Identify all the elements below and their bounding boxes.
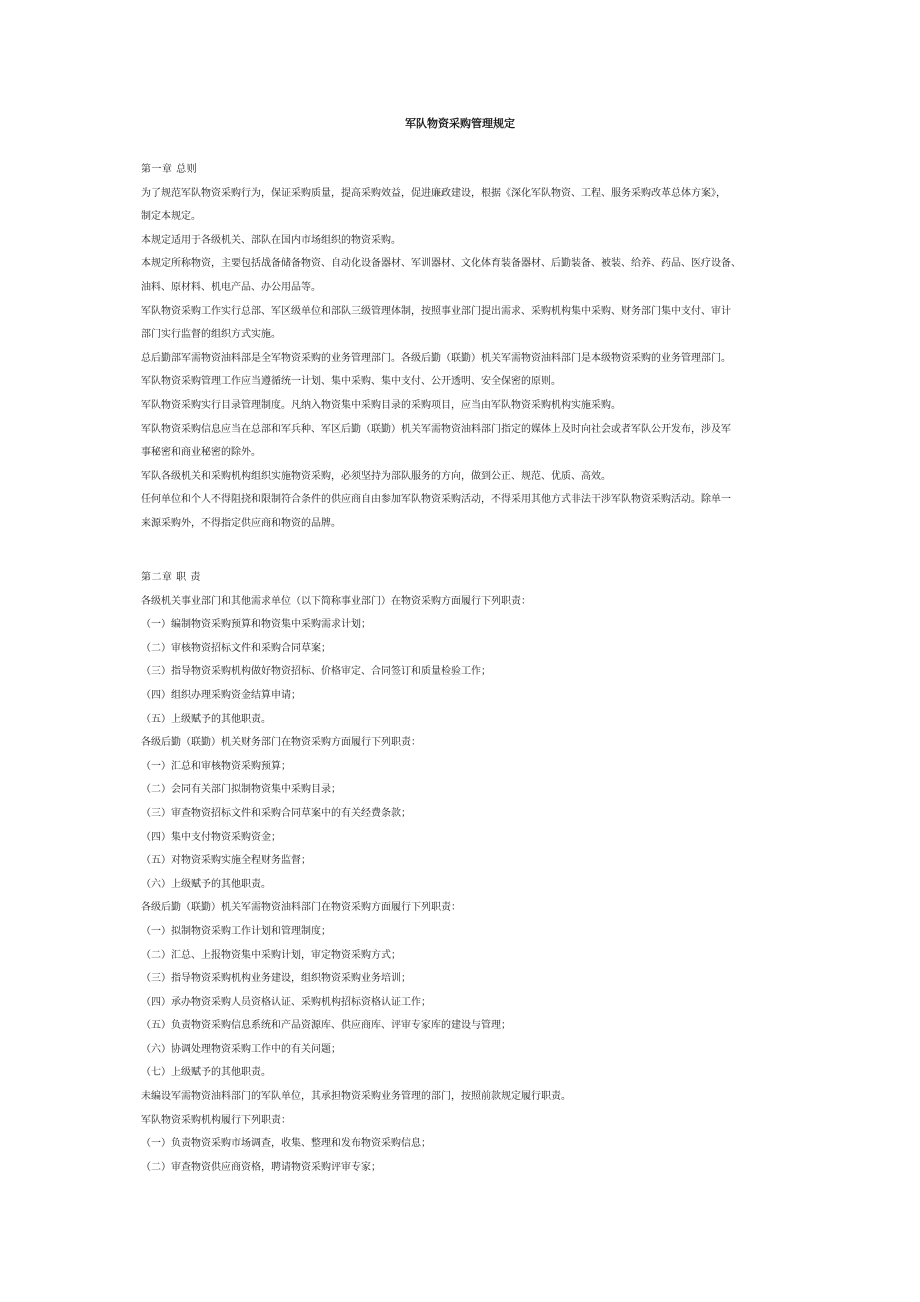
list-item: （四）集中支付物资采购资金； <box>141 831 281 843</box>
paragraph-line: 军队物资采购实行目录管理制度。凡纳入物资集中采购目录的采购项目，应当由军队物资采购机构实施采购。 <box>141 399 621 411</box>
paragraph-line: 未编设军需物资油料部门的军队单位，其承担物资采购业务管理的部门，按照前款规定履行职责。 <box>141 1091 571 1103</box>
chapter-2-section <box>141 566 791 1179</box>
paragraph-line: 各级后勤（联勤）机关军需物资油料部门在物资采购方面履行下列职责： <box>141 902 461 914</box>
list-item: （四）承办物资采购人员资格认证、采购机构招标资格认证工作； <box>141 996 431 1008</box>
paragraph-line: 来源采购外，不得指定供应商和物资的品牌。 <box>141 517 341 529</box>
chapter-heading: 第一章 总则 <box>141 164 198 175</box>
list-item: （五）负责物资采购信息系统和产品资源库、供应商库、评审专家库的建设与管理； <box>141 1020 511 1032</box>
paragraph-line: 油料、原材料、机电产品、办公用品等。 <box>141 281 321 293</box>
document-title: 军队物资采购管理规定 <box>405 117 515 130</box>
list-item: （七）上级赋予的其他职责。 <box>141 1067 271 1079</box>
paragraph-line: 军队物资采购工作实行总部、军区级单位和部队三级管理体制，按照事业部门提出需求、采购机构集中采购、财务部门集中支付、审计 <box>141 305 731 317</box>
list-item: （一）编制物资采购预算和物资集中采购需求计划； <box>141 619 371 631</box>
list-item: （四）组织办理采购资金结算申请； <box>141 689 301 701</box>
list-item: （六）协调处理物资采购工作中的有关问题； <box>141 1043 341 1055</box>
list-item: （一）汇总和审核物资采购预算； <box>141 760 291 772</box>
list-item: （五）对物资采购实施全程财务监督； <box>141 855 311 867</box>
list-item: （二）汇总、上报物资集中采购计划，审定物资采购方式； <box>141 949 401 961</box>
paragraph-line: 事秘密和商业秘密的除外。 <box>141 447 261 459</box>
list-item: （二）审查物资供应商资格，聘请物资采购评审专家； <box>141 1161 381 1173</box>
list-item: （二）审核物资招标文件和采购合同草案； <box>141 642 331 654</box>
paragraph-line: 军队物资采购管理工作应当遵循统一计划、集中采购、集中支付、公开透明、安全保密的原则。 <box>141 376 561 388</box>
list-item: （六）上级赋予的其他职责。 <box>141 878 271 890</box>
paragraph-line: 任何单位和个人不得阻挠和限制符合条件的供应商自由参加军队物资采购活动，不得采用其他方式非法干涉军队物资采购活动。除单一 <box>141 494 731 506</box>
list-item: （一）负责物资采购市场调查，收集、整理和发布物资采购信息； <box>141 1138 431 1150</box>
list-item: （一）拟制物资采购工作计划和管理制度； <box>141 925 331 937</box>
chapter-1-section <box>141 158 791 536</box>
paragraph-line: 制定本规定。 <box>141 211 201 223</box>
paragraph-line: 各级后勤（联勤）机关财务部门在物资采购方面履行下列职责： <box>141 737 421 749</box>
paragraph-line: 军队物资采购信息应当在总部和军兵种、军区后勤（联勤）机关军需物资油料部门指定的媒体上及时向社会或者军队公开发布，涉及军 <box>141 423 731 435</box>
chapter-heading: 第二章 职 责 <box>141 572 201 583</box>
paragraph-line: 本规定适用于各级机关、部队在国内市场组织的物资采购。 <box>141 234 401 246</box>
paragraph-line: 为了规范军队物资采购行为，保证采购质量，提高采购效益，促进廉政建设，根据《深化军队物资、工程、服务采购改革总体方案》， <box>141 187 726 199</box>
list-item: （五）上级赋予的其他职责。 <box>141 713 271 725</box>
paragraph-line: 部门实行监督的组织方式实施。 <box>141 329 281 341</box>
paragraph-line: 各级机关事业部门和其他需求单位（以下简称事业部门）在物资采购方面履行下列职责： <box>141 595 531 607</box>
list-item: （三）审查物资招标文件和采购合同草案中的有关经费条款； <box>141 807 411 819</box>
paragraph-line: 军队物资采购机构履行下列职责： <box>141 1114 291 1126</box>
list-item: （三）指导物资采购机构做好物资招标、价格审定、合同签订和质量检验工作； <box>141 666 491 678</box>
paragraph-line: 总后勤部军需物资油料部是全军物资采购的业务管理部门。各级后勤（联勤）机关军需物资油料部门是本级物资采购的业务管理部门。 <box>141 352 731 364</box>
list-item: （二）会同有关部门拟制物资集中采购目录； <box>141 784 341 796</box>
list-item: （三）指导物资采购机构业务建设，组织物资采购业务培训； <box>141 973 411 985</box>
paragraph-line: 本规定所称物资，主要包括战备储备物资、自动化设备器材、军训器材、文化体育装备器材、后勤装备、被装、给养、药品、医疗设备、 <box>141 258 741 270</box>
paragraph-line: 军队各级机关和采购机构组织实施物资采购，必须坚持为部队服务的方向，做到公正、规范、优质、高效。 <box>141 470 611 482</box>
